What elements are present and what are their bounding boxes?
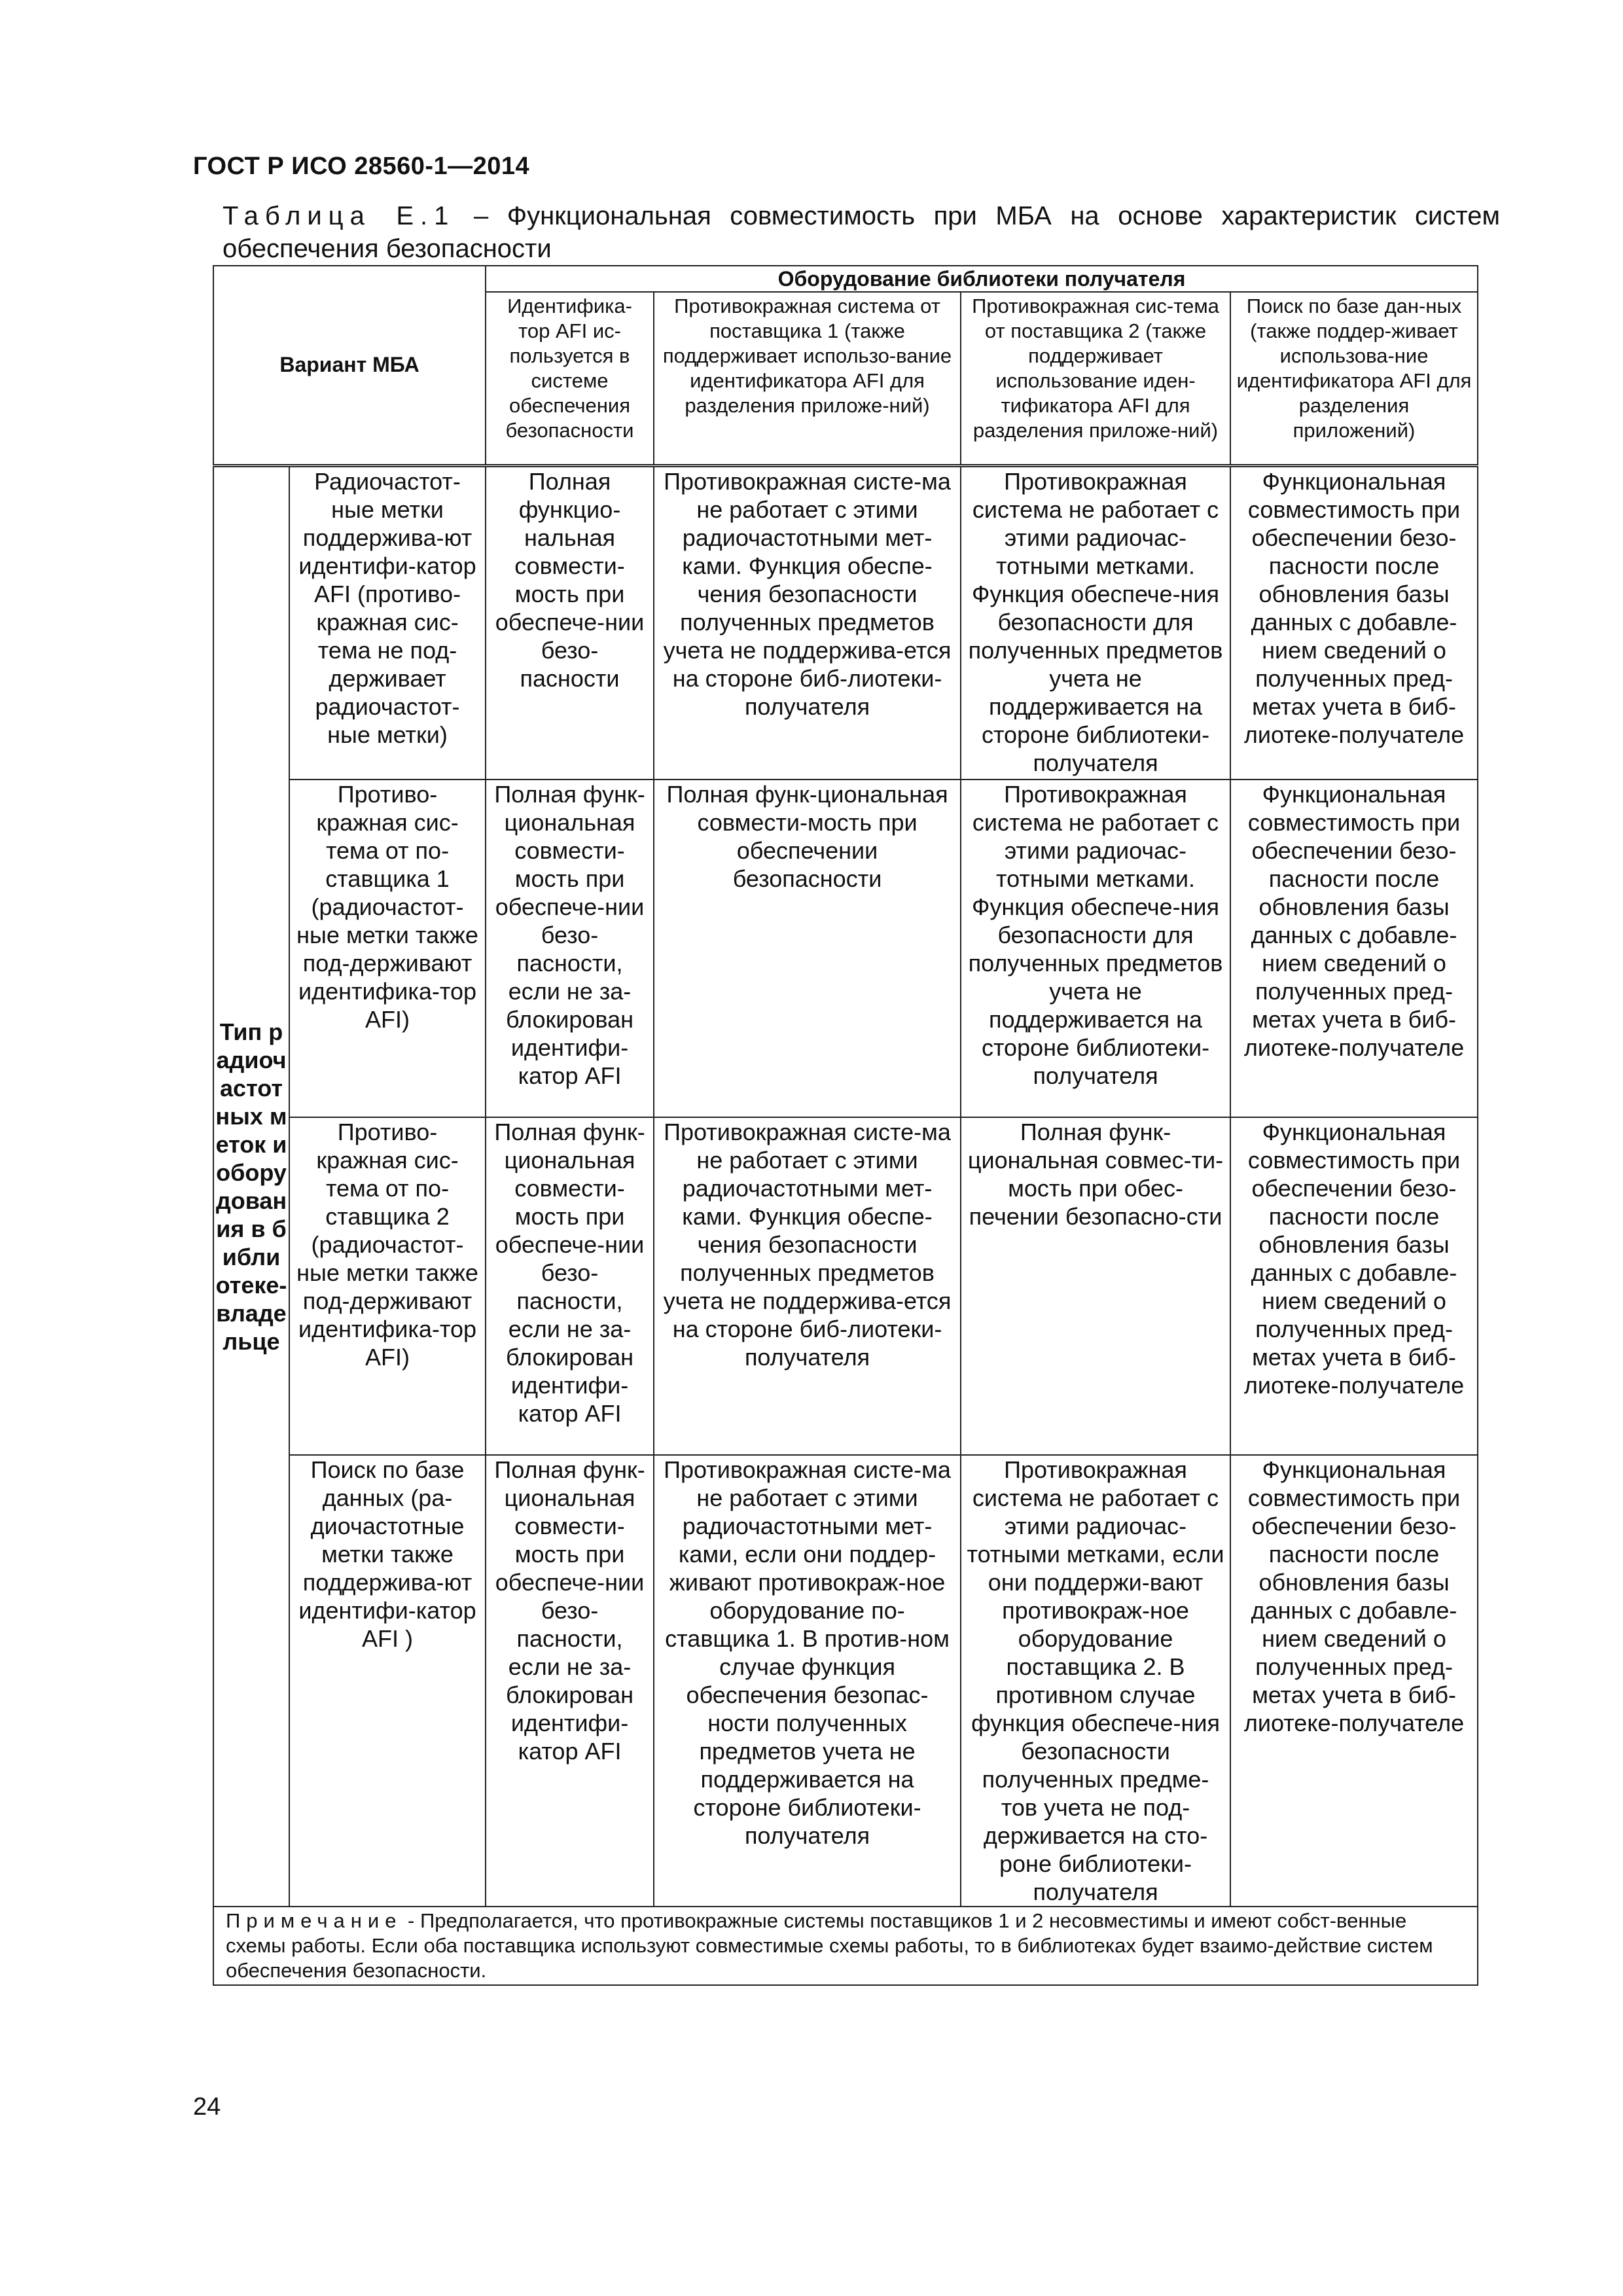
table-cell: Функциональная совместимость при обеспечении безо-пасности после обновления базы данных с добавле-нием сведений о полученных пред-метах учета в биб-лиотеке-получателе (1230, 1455, 1478, 1907)
column-header-vendor2-system: Противокражная сис-тема от поставщика 2 (также поддерживает использование иден-тификатора AFI для разделения приложе-ний) (961, 292, 1230, 465)
variant-header-cell: Вариант МБА (213, 266, 486, 465)
table-cell: Полная функ-циональная совмес-ти-мость при обес-печении безопасно-сти (961, 1117, 1230, 1455)
note-label: Примечание (226, 1909, 402, 1932)
table-header-row (213, 266, 1478, 292)
table-cell: Противокражная систе-ма не работает с этими радиочастотными мет-ками. Функция обеспе-чения безопасности полученных предметов учета не поддержива-ется на стороне биб-лиотеки-получателя (654, 1117, 961, 1455)
page-number: 24 (193, 2093, 221, 2121)
column-header-afi-security: Идентифика-тор AFI ис-пользуется в системе обеспечения безопасности (486, 292, 654, 465)
table-cell: Полная функ-циональная совмести-мость при обеспече-нии безо-пасности, если не за-блокирован идентифи-катор AFI (486, 1455, 654, 1907)
compatibility-table (213, 265, 1478, 1986)
table-note (213, 1907, 1478, 1985)
table-cell: Противокражная система не работает с этими радиочас-тотными метками. Функция обеспече-ния безопасности для полученных предметов учета не поддерживается на стороне библиотеки-получателя (961, 780, 1230, 1117)
table-cell: Функциональная совместимость при обеспечении безо-пасности после обновления базы данных с добавле-нием сведений о полученных пред-метах учета в биб-лиотеке-получателе (1230, 465, 1478, 780)
row-label: Поиск по базе данных (ра-диочастотные метки также поддержива-ют идентифи-катор AFI ) (289, 1455, 486, 1907)
table-cell: Функциональная совместимость при обеспечении безо-пасности после обновления базы данных с добавле-нием сведений о полученных пред-метах учета в биб-лиотеке-получателе (1230, 780, 1478, 1117)
table-row (213, 780, 1478, 1117)
row-group-label: Тип радиочастотных меток и оборудования в библиотеке-владельце (213, 465, 289, 1907)
table-caption-label: Таблица Е.1 (223, 202, 455, 230)
note-text: - Предполагается, что противокражные системы поставщиков 1 и 2 несовместимы и имеют собст-венные схемы работы. Если оба поставщика используют совместимые схемы работы, то в библиотеках будет взаимо-действие систем обеспечения безопасности. (226, 1909, 1433, 1982)
table-row (213, 1455, 1478, 1907)
table-cell: Противокражная систе-ма не работает с этими радиочастотными мет-ками, если они поддер-живают противокраж-ное оборудование по-ставщика 1. В против-ном случае функция обеспечения безопас-ности полученных предметов учета не поддерживается на стороне библиотеки-получателя (654, 1455, 961, 1907)
row-label: Радиочастот-ные метки поддержива-ют идентифи-катор AFI (противо-кражная сис-тема не под-держивает радиочастот-ные метки) (289, 465, 486, 780)
table-row (213, 465, 1478, 780)
row-label: Противо-кражная сис-тема от по-ставщика 1 (радиочастот-ные метки также под-держивают идентифика-тор AFI) (289, 780, 486, 1117)
table-cell: Противокражная систе-ма не работает с этими радиочастотными мет-ками. Функция обеспе-чения безопасности полученных предметов учета не поддержива-ется на стороне биб-лиотеки-получателя (654, 465, 961, 780)
table-cell: Полная функ-циональная совмести-мость при обеспече-нии безо-пасности, если не за-блокирован идентифи-катор AFI (486, 780, 654, 1117)
table-cell: Противокражная система не работает с этими радиочас-тотными метками, если они поддержи-вают противокраж-ное оборудование поставщика 2. В противном случае функция обеспече-ния безопасности полученных предме-тов учета не под-держивается на сто-роне библиотеки-получателя (961, 1455, 1230, 1907)
document-standard-header: ГОСТ Р ИСО 28560-1—2014 (193, 152, 530, 180)
table-cell: Полная функ-циональная совмести-мость при обеспече-нии безо-пасности, если не за-блокирован идентифи-катор AFI (486, 1117, 654, 1455)
table-row (213, 1117, 1478, 1455)
table-cell: Противокражная система не работает с этими радиочас-тотными метками. Функция обеспече-ния безопасности для полученных предметов учета не поддерживается на стороне библиотеки-получателя (961, 465, 1230, 780)
equipment-header-cell: Оборудование библиотеки получателя (486, 266, 1478, 292)
table-cell: Полная функцио-нальная совмести-мость при обеспече-нии безо-пасности (486, 465, 654, 780)
note-row (213, 1907, 1478, 1985)
table-caption-text: – Функциональная совместимость при МБА на основе характеристик систем обеспечения безопасности (223, 202, 1500, 263)
column-header-database-search: Поиск по базе дан-ных (также поддер-живает использова-ние идентификатора AFI для разделения приложений) (1230, 292, 1478, 465)
table-cell: Полная функ-циональная совмести-мость при обеспечении безопасности (654, 780, 961, 1117)
row-label: Противо-кражная сис-тема от по-ставщика 2 (радиочастот-ные метки также под-держивают идентифика-тор AFI) (289, 1117, 486, 1455)
column-header-vendor1-system: Противокражная система от поставщика 1 (также поддерживает использо-вание идентификатора AFI для разделения приложе-ний) (654, 292, 961, 465)
table-caption (223, 200, 1500, 265)
table-cell: Функциональная совместимость при обеспечении безо-пасности после обновления базы данных с добавле-нием сведений о полученных пред-метах учета в биб-лиотеке-получателе (1230, 1117, 1478, 1455)
